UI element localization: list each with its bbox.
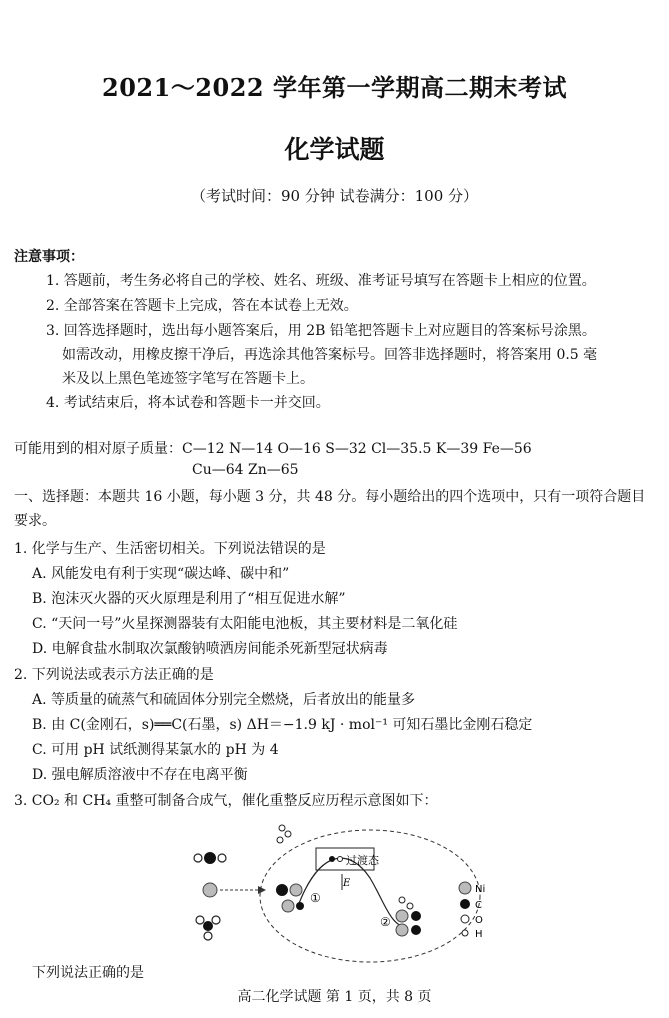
ni-catalyst-atom: [203, 883, 217, 897]
reaction-region: [260, 830, 480, 962]
legend-ni: Ni: [475, 884, 486, 895]
exam-meta: （考试时间：90 分钟 试卷满分：100 分）: [190, 187, 479, 205]
notice-item: 3. 回答选择题时，选出每小题答案后，用 2B 铅笔把答题卡上对应题目的答案标号涂黑。: [46, 323, 596, 339]
step-1-marker: ①: [310, 891, 321, 905]
notice-item: 如需改动，用橡皮擦干净后，再选涂其他答案标号。回答非选择题时，将答案用 0.5 毫: [62, 347, 598, 363]
question-3-tail: 下列说法正确的是: [32, 965, 144, 981]
notice-item: 1. 答题前，考生务必将自己的学校、姓名、班级、准考证号填写在答题卡上相应的位置。: [46, 273, 596, 289]
question-1-stem: 1. 化学与生产、生活密切相关。下列说法错误的是: [14, 541, 326, 557]
question-1-option-d: D. 电解食盐水制取次氯酸钠喷洒房间能杀死新型冠状病毒: [32, 641, 388, 657]
exam-subtitle: 化学试题: [284, 135, 385, 164]
adsorbed-intermediate-2: [396, 897, 421, 936]
atomic-masses-line2: Cu—64 Zn—65: [192, 462, 299, 478]
question-2-option-a: A. 等质量的硫蒸气和硫固体分别完全燃烧，后者放出的能量多: [32, 692, 416, 708]
reaction-mechanism-diagram: [180, 818, 500, 968]
exam-title: 2021～2022 学年第一学期高二期末考试: [102, 73, 567, 102]
question-3-stem: 3. CO₂ 和 CH₄ 重整可制备合成气，催化重整反应历程示意图如下：: [14, 793, 438, 809]
step-2-marker: ②: [380, 915, 391, 929]
atomic-masses-line1: 可能用到的相对原子质量：C—12 N—14 O—16 S—32 Cl—35.5 K—39 Fe—56: [14, 441, 532, 457]
energy-label: E: [343, 878, 351, 889]
legend-h: H: [475, 929, 483, 940]
question-1-option-c: C. “天问一号”火星探测器装有太阳能电池板，其主要材料是二氧化硅: [32, 616, 458, 632]
section-heading-cont: 要求。: [14, 513, 56, 529]
section-heading: 一、选择题：本题共 16 小题，每小题 3 分，共 48 分。每小题给出的四个选项中，只有一项符合题目: [14, 489, 646, 505]
question-1-option-b: B. 泡沫灭火器的灭火原理是利用了“相互促进水解”: [32, 591, 346, 607]
transition-state-label: 过渡态: [346, 854, 379, 867]
question-2-option-c: C. 可用 pH 试纸测得某氯水的 pH 为 4: [32, 742, 279, 758]
co2-molecule: [196, 916, 220, 940]
notice-item: 4. 考试结束后，将本试卷和答题卡一并交回。: [46, 395, 330, 411]
page-footer: 高二化学试题 第 1 页，共 8 页: [237, 989, 432, 1005]
adsorbed-intermediate-1: [276, 884, 304, 912]
hydrogen-pair: [277, 825, 291, 843]
notice-item: 米及以上黑色笔迹签字笔写在答题卡上。: [62, 371, 314, 387]
legend-o: O: [475, 915, 483, 926]
legend: [459, 882, 485, 940]
question-2-stem: 2. 下列说法或表示方法正确的是: [14, 667, 214, 683]
question-2-option-d: D. 强电解质溶液中不存在电离平衡: [32, 767, 248, 783]
notice-heading: 注意事项：: [14, 249, 84, 265]
notice-item: 2. 全部答案在答题卡上完成，答在本试卷上无效。: [46, 298, 358, 314]
methane-molecule: [194, 852, 226, 864]
question-2-option-b: B. 由 C(金刚石，s)══C(石墨，s) ΔH＝−1.9 kJ · mol⁻¹ 可知石墨比金刚石稳定: [32, 717, 533, 733]
question-1-option-a: A. 风能发电有利于实现“碳达峰、碳中和”: [32, 566, 290, 582]
legend-c: C: [475, 900, 482, 911]
arrow-head-icon: [258, 886, 266, 894]
